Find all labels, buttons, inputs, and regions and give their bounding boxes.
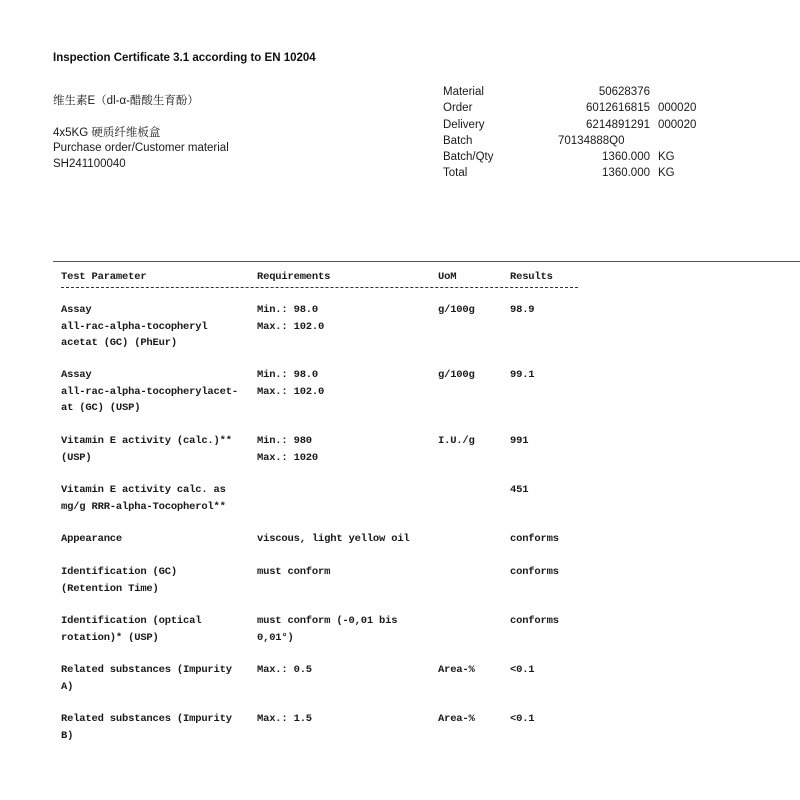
- test-parameter-cell: Vitamin E activity calc. as: [61, 484, 226, 496]
- result-cell: 99.1: [510, 369, 535, 381]
- result-cell: 98.9: [510, 304, 535, 316]
- result-cell: <0.1: [510, 713, 535, 725]
- result-cell: [510, 630, 610, 647]
- table-row: [61, 384, 610, 401]
- uom-cell: [438, 581, 510, 598]
- requirements-cell: Max.: 1020: [257, 451, 319, 464]
- uom-cell: [438, 335, 510, 352]
- requirements-cell: [257, 335, 438, 352]
- info-label: Delivery: [443, 118, 485, 131]
- result-cell: [510, 679, 610, 696]
- table-row: [61, 662, 610, 679]
- header-dashed-divider: [61, 287, 578, 288]
- result-cell: conforms: [510, 566, 559, 578]
- table-row: [61, 433, 610, 450]
- requirements-cell: [257, 400, 438, 417]
- info-value: 6012616815: [586, 102, 650, 115]
- info-label: Material: [443, 86, 484, 98]
- requirements-cell: Min.: 98.0: [257, 304, 319, 316]
- result-cell: [510, 581, 610, 598]
- info-row-total: [443, 165, 696, 181]
- uom-cell: [438, 384, 510, 401]
- uom-cell: [438, 450, 510, 467]
- info-label: Batch: [443, 134, 473, 147]
- info-value: 50628376: [598, 86, 650, 98]
- table-row: [61, 581, 610, 598]
- requirements-cell: 0,01°): [257, 631, 294, 644]
- info-value: 1360.000: [602, 167, 650, 180]
- result-cell: [510, 319, 610, 336]
- test-parameter-cell: Identification (optical: [61, 615, 202, 627]
- requirements-cell: [257, 499, 438, 516]
- table-row: [61, 335, 610, 352]
- info-value: 6214891291: [586, 118, 650, 131]
- test-parameter-cell: Related substances (Impurity: [61, 664, 232, 676]
- table-row: [61, 630, 610, 647]
- requirements-cell: Max.: 102.0: [257, 385, 325, 398]
- requirements-cell: Max.: 0.5: [257, 664, 312, 676]
- requirements-cell: viscous, light yellow oil: [257, 533, 410, 545]
- info-row-order: [443, 100, 696, 116]
- requirements-cell: [257, 679, 438, 696]
- requirements-cell: Min.: 980: [257, 435, 312, 447]
- table-row: [61, 728, 610, 745]
- certificate-title: Inspection Certificate 3.1 according to EN 10204: [53, 52, 316, 64]
- purchase-order-label: Purchase order/Customer material: [53, 142, 229, 154]
- uom-cell: [438, 482, 510, 499]
- result-cell: 991: [510, 435, 529, 447]
- info-suffix: KG: [658, 151, 675, 164]
- requirements-cell: must conform: [257, 566, 331, 578]
- result-cell: <0.1: [510, 664, 535, 676]
- test-parameter-cell: all-rac-alpha-tocopheryl: [61, 320, 208, 333]
- uom-cell: I.U./g: [438, 435, 475, 447]
- test-parameter-cell: Vitamin E activity (calc.)**: [61, 435, 232, 447]
- table-row: [61, 319, 610, 336]
- info-row-batch-qty: [443, 149, 696, 165]
- uom-cell: [438, 319, 510, 336]
- uom-cell: Area-%: [438, 713, 475, 725]
- product-name: 维生素E（dl-α-醋酸生育酚）: [53, 95, 199, 107]
- result-cell: [510, 384, 610, 401]
- test-parameter-cell: at (GC) (USP): [61, 402, 141, 414]
- table-row: [61, 564, 610, 581]
- uom-cell: [438, 531, 510, 548]
- test-parameter-cell: all-rac-alpha-tocopherylacet-: [61, 385, 238, 398]
- result-cell: 451: [510, 484, 529, 496]
- test-parameter-cell: mg/g RRR-alpha-Tocopherol**: [61, 500, 226, 513]
- requirements-cell: must conform (-0,01 bis: [257, 615, 398, 627]
- header-results: Results: [510, 271, 553, 283]
- uom-cell: [438, 400, 510, 417]
- uom-cell: [438, 613, 510, 630]
- table-row: [61, 679, 610, 696]
- table-row: [61, 367, 610, 384]
- result-cell: [510, 335, 610, 352]
- result-cell: [510, 450, 610, 467]
- test-parameter-cell: rotation)* (USP): [61, 631, 159, 644]
- table-row: [61, 400, 610, 417]
- info-suffix: [650, 133, 658, 149]
- table-row: [61, 482, 610, 499]
- info-row-material: [443, 84, 696, 100]
- info-row-delivery: [443, 117, 696, 133]
- test-parameter-cell: Identification (GC): [61, 566, 177, 578]
- header-requirements: Requirements: [257, 271, 331, 283]
- requirements-cell: [257, 581, 438, 598]
- test-parameter-cell: A): [61, 680, 74, 693]
- test-parameter-cell: Appearance: [61, 533, 123, 545]
- uom-cell: g/100g: [438, 304, 475, 316]
- info-suffix: 000020: [658, 118, 697, 131]
- table-row: [61, 531, 610, 548]
- info-label: Total: [443, 167, 468, 180]
- purchase-order-value: SH241100040: [53, 157, 126, 170]
- order-info: [443, 84, 696, 182]
- table-row: [61, 613, 610, 630]
- result-cell: conforms: [510, 615, 559, 627]
- uom-cell: g/100g: [438, 369, 475, 381]
- table-row: [61, 450, 610, 467]
- result-cell: [510, 499, 610, 516]
- requirements-cell: [257, 728, 438, 745]
- packaging: 4x5KG 硬质纤维板盒: [53, 126, 161, 139]
- requirements-cell: [257, 482, 438, 499]
- info-suffix: KG: [658, 167, 675, 180]
- result-cell: conforms: [510, 533, 559, 545]
- table-row: [61, 499, 610, 516]
- test-parameter-cell: Related substances (Impurity: [61, 713, 232, 725]
- result-cell: [510, 728, 610, 745]
- requirements-cell: Max.: 102.0: [257, 320, 325, 333]
- info-value: 1360.000: [602, 151, 650, 164]
- table-top-rule: [53, 261, 800, 262]
- uom-cell: [438, 499, 510, 516]
- table-row: [61, 302, 610, 319]
- info-suffix: 000020: [658, 102, 697, 115]
- uom-cell: [438, 728, 510, 745]
- test-parameter-cell: (Retention Time): [61, 582, 159, 595]
- table-header-row: [61, 269, 610, 286]
- product-info: [53, 94, 229, 172]
- requirements-cell: Min.: 98.0: [257, 369, 319, 381]
- info-value: 70134888Q0: [558, 134, 625, 147]
- test-parameter-cell: Assay: [61, 369, 92, 381]
- info-label: Batch/Qty: [443, 151, 494, 164]
- uom-cell: Area-%: [438, 664, 475, 676]
- uom-cell: [438, 679, 510, 696]
- result-cell: [510, 400, 610, 417]
- test-parameter-cell: (USP): [61, 451, 92, 464]
- info-suffix: [650, 84, 658, 100]
- info-label: Order: [443, 102, 473, 115]
- test-parameter-cell: B): [61, 729, 74, 742]
- table-row: [61, 711, 610, 728]
- header-test-parameter: Test Parameter: [61, 271, 147, 283]
- requirements-cell: Max.: 1.5: [257, 713, 312, 725]
- header-uom: UoM: [438, 271, 457, 283]
- test-parameter-cell: Assay: [61, 304, 92, 316]
- uom-cell: [438, 564, 510, 581]
- test-parameter-cell: acetat (GC) (PhEur): [61, 337, 177, 349]
- info-row-batch: [443, 133, 696, 149]
- uom-cell: [438, 630, 510, 647]
